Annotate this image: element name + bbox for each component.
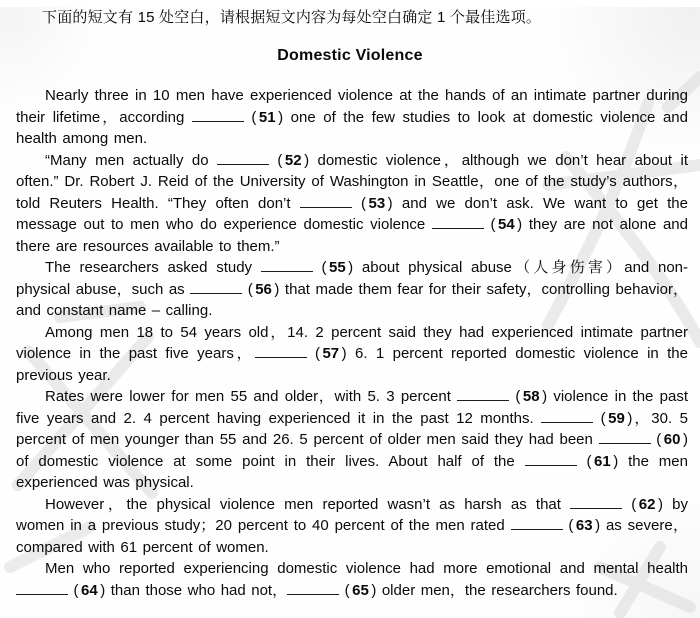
passage-text: The researchers asked study [45,259,261,276]
question-number-64: ( 64 ) [73,581,106,599]
passage-text: and we don’t ask. We want to get the message out to men who do experience domestic violence [16,194,688,233]
passage-text: 6. 1 percent reported domestic violence in the previous year. [16,345,688,384]
blank-line-58 [457,387,509,401]
passage-text: they are not alone and there are resources available to them.” [16,216,688,255]
question-number-54: ( 54 ) [490,216,523,233]
blank-line-53 [300,194,352,208]
blank-line-57 [255,344,307,358]
passage-paragraph [16,150,688,258]
question-number-59: ( 59 ) [600,409,633,427]
passage-text: Among men 18 to 54 years old，14. 2 percent said they had experienced intimate partner violence in the past five years， [16,323,688,362]
passage-text: domestic violence，although we don’t hear about it often.” Dr. Robert J. Reid of the University of Washington in Seattle，one of the study’s authors，told Reuters Health. “They often don’t [16,151,689,212]
blank-line-52 [217,151,269,165]
question-number-56: ( 56 ) [247,280,280,298]
passage-text: the men experienced was physical. [16,452,688,491]
passage-text: However，the physical violence men reported wasn’t as harsh as that [45,495,571,513]
blank-line-54 [432,215,484,229]
passage-paragraph [16,558,688,601]
passage-paragraph [16,322,688,387]
blank-line-65 [287,581,339,595]
passage-text: ，30. 5 percent of men younger than 55 and 26. 5 percent of older men said they had been [16,409,688,448]
passage-text: by women in a previous study；20 percent to 40 percent of the men rated [16,495,688,534]
blank-line-63 [511,516,563,530]
question-number-57: ( 57 ) [314,345,347,362]
question-number-53: ( 53 ) [360,194,393,212]
blank-line-60 [599,430,651,444]
blank-line-55 [261,258,313,272]
blank-line-59 [541,409,593,423]
passage-text: older men，the researchers found. [376,581,618,599]
passage-paragraph [16,386,688,494]
question-number-55: ( 55 ) [321,259,354,276]
document-page [0,7,700,618]
passage-paragraph [16,257,688,322]
passage-paragraph [16,85,688,150]
passage-text: violence in the past five years and 2. 4 percent having experienced it in the past 12 months. [16,388,689,427]
passage-title: Domestic Violence [277,47,423,64]
question-number-63: ( 63 ) [568,517,601,534]
blank-line-64 [16,581,68,595]
passage-text: about physical abuse（人身伤害）and non-physical abuse，such as [16,259,688,298]
passage-body [16,85,688,601]
blank-line-62 [570,495,622,509]
passage-text: than those who had not， [105,581,288,599]
passage-text: of domestic violence at some point in their lives. About half of the [16,452,525,470]
passage-text: one of the few studies to look at domestic violence and health among men. [16,108,688,147]
question-number-51: ( 51 ) [251,108,284,126]
question-number-60: ( 60 ) [656,431,688,448]
question-number-61: ( 61 ) [586,452,619,470]
question-number-65: ( 65 ) [344,581,377,599]
passage-text: as severe，compared with 61 percent of women. [16,517,688,556]
passage-paragraph [16,494,688,559]
passage-text: Rates were lower for men 55 and older，with 5. 3 percent [45,388,458,405]
blank-line-61 [525,452,577,466]
passage-text: that made them fear for their safety，controlling behavior，and constant name – calling. [16,280,688,319]
document-content [0,7,700,601]
instruction-text: 下面的短文有 15 处空白，请根据短文内容为每处空白确定 1 个最佳选项。 [42,9,542,26]
question-number-52: ( 52 ) [277,151,310,169]
blank-line-56 [190,280,242,294]
passage-text: Men who reported experiencing domestic violence had more emotional and mental health [45,560,688,577]
passage-text: “Many men actually do [45,151,217,169]
question-number-62: ( 62 ) [631,495,663,513]
blank-line-51 [192,108,244,122]
passage-text: Nearly three in 10 men have experienced violence at the hands of an intimate partner during their lifetime，according [16,87,688,126]
question-number-58: ( 58 ) [515,388,548,405]
